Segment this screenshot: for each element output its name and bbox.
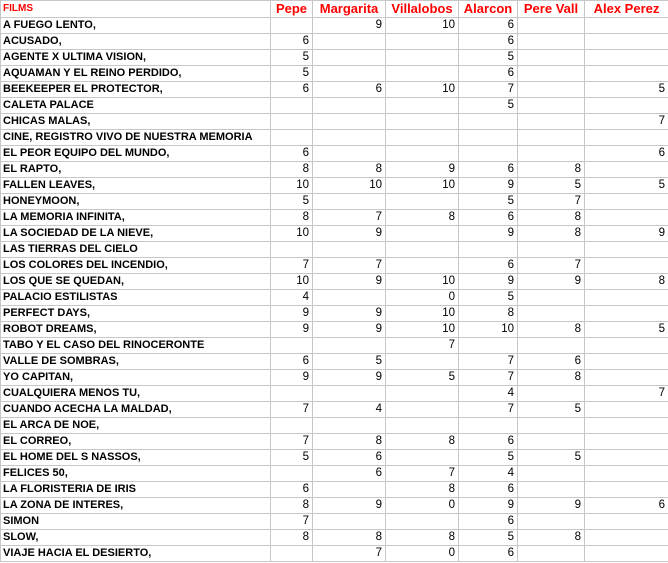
column-header-alex-perez[interactable]: Alex Perez [585, 1, 668, 18]
score-cell-margarita[interactable]: 9 [313, 226, 386, 242]
table-row [1, 274, 668, 290]
film-title-cell[interactable]: LOS COLORES DEL INCENDIO, [1, 258, 271, 274]
table-row [1, 434, 668, 450]
score-cell-pepe[interactable]: 7 [271, 434, 313, 450]
score-cell-alex-perez[interactable] [585, 98, 668, 114]
score-cell-alex-perez[interactable]: 9 [585, 226, 668, 242]
table-row [1, 498, 668, 514]
score-cell-villalobos[interactable]: 7 [386, 338, 459, 354]
score-cell-alex-perez[interactable] [585, 370, 668, 386]
score-cell-margarita[interactable]: 6 [313, 466, 386, 482]
score-cell-pepe[interactable]: 9 [271, 370, 313, 386]
score-cell-pere-vall[interactable] [518, 130, 585, 146]
film-title-cell[interactable]: LOS QUE SE QUEDAN, [1, 274, 271, 290]
score-cell-pepe[interactable] [271, 130, 313, 146]
score-cell-alarcon[interactable]: 6 [459, 434, 518, 450]
score-cell-alex-perez[interactable] [585, 210, 668, 226]
score-cell-pere-vall[interactable] [518, 466, 585, 482]
score-cell-pere-vall[interactable]: 5 [518, 178, 585, 194]
score-cell-alex-perez[interactable] [585, 530, 668, 546]
film-title-cell[interactable]: HONEYMOON, [1, 194, 271, 210]
score-cell-pepe[interactable]: 10 [271, 274, 313, 290]
score-cell-margarita[interactable]: 7 [313, 546, 386, 562]
score-cell-villalobos[interactable] [386, 130, 459, 146]
score-cell-alarcon[interactable]: 4 [459, 386, 518, 402]
score-cell-pere-vall[interactable] [518, 290, 585, 306]
score-cell-alex-perez[interactable] [585, 434, 668, 450]
score-cell-pepe[interactable] [271, 18, 313, 34]
score-cell-pepe[interactable] [271, 114, 313, 130]
film-title-cell[interactable]: FALLEN LEAVES, [1, 178, 271, 194]
film-title-cell[interactable]: EL PEOR EQUIPO DEL MUNDO, [1, 146, 271, 162]
score-cell-alarcon[interactable] [459, 146, 518, 162]
table-row [1, 242, 668, 258]
score-cell-margarita[interactable] [313, 514, 386, 530]
score-cell-alarcon[interactable]: 6 [459, 258, 518, 274]
score-cell-alex-perez[interactable] [585, 34, 668, 50]
score-cell-alarcon[interactable]: 6 [459, 482, 518, 498]
score-cell-margarita[interactable] [313, 114, 386, 130]
film-title-cell[interactable]: TABO Y EL CASO DEL RINOCERONTE [1, 338, 271, 354]
score-cell-margarita[interactable] [313, 146, 386, 162]
score-cell-margarita[interactable] [313, 386, 386, 402]
score-cell-pere-vall[interactable] [518, 306, 585, 322]
score-cell-villalobos[interactable]: 0 [386, 546, 459, 562]
score-cell-margarita[interactable]: 9 [313, 18, 386, 34]
score-cell-alex-perez[interactable]: 5 [585, 82, 668, 98]
column-header-alarcon[interactable]: Alarcon [459, 1, 518, 18]
table-row [1, 18, 668, 34]
score-cell-alarcon[interactable] [459, 114, 518, 130]
film-title-cell[interactable]: LA ZONA DE INTERES, [1, 498, 271, 514]
score-cell-villalobos[interactable]: 7 [386, 466, 459, 482]
score-cell-alarcon[interactable]: 9 [459, 274, 518, 290]
score-cell-villalobos[interactable] [386, 226, 459, 242]
score-cell-alarcon[interactable]: 5 [459, 290, 518, 306]
score-cell-alarcon[interactable]: 5 [459, 530, 518, 546]
score-cell-margarita[interactable] [313, 34, 386, 50]
table-row [1, 386, 668, 402]
score-cell-villalobos[interactable] [386, 386, 459, 402]
score-cell-margarita[interactable] [313, 194, 386, 210]
score-cell-alex-perez[interactable]: 5 [585, 178, 668, 194]
score-cell-pere-vall[interactable]: 8 [518, 322, 585, 338]
column-header-margarita[interactable]: Margarita [313, 1, 386, 18]
score-cell-villalobos[interactable] [386, 242, 459, 258]
score-cell-margarita[interactable]: 9 [313, 498, 386, 514]
score-cell-villalobos[interactable] [386, 514, 459, 530]
score-cell-pere-vall[interactable] [518, 514, 585, 530]
score-cell-pere-vall[interactable] [518, 482, 585, 498]
score-cell-villalobos[interactable] [386, 50, 459, 66]
score-cell-pere-vall[interactable] [518, 66, 585, 82]
score-cell-pepe[interactable]: 6 [271, 34, 313, 50]
score-cell-margarita[interactable]: 9 [313, 370, 386, 386]
score-cell-alex-perez[interactable] [585, 418, 668, 434]
table-row [1, 98, 668, 114]
score-cell-alarcon[interactable] [459, 338, 518, 354]
score-cell-pere-vall[interactable]: 8 [518, 530, 585, 546]
score-cell-pepe[interactable]: 6 [271, 146, 313, 162]
score-cell-margarita[interactable]: 8 [313, 530, 386, 546]
score-cell-alarcon[interactable]: 6 [459, 514, 518, 530]
score-cell-alarcon[interactable]: 9 [459, 178, 518, 194]
score-cell-alex-perez[interactable] [585, 66, 668, 82]
score-cell-alex-perez[interactable] [585, 482, 668, 498]
score-cell-margarita[interactable]: 7 [313, 258, 386, 274]
score-cell-villalobos[interactable] [386, 450, 459, 466]
table-body [1, 18, 668, 562]
table-row [1, 226, 668, 242]
film-title-cell[interactable]: AQUAMAN Y EL REINO PERDIDO, [1, 66, 271, 82]
score-cell-villalobos[interactable]: 0 [386, 498, 459, 514]
film-title-cell[interactable]: SLOW, [1, 530, 271, 546]
table-row [1, 258, 668, 274]
score-cell-pepe[interactable]: 9 [271, 306, 313, 322]
score-cell-margarita[interactable]: 6 [313, 82, 386, 98]
score-cell-alex-perez[interactable] [585, 450, 668, 466]
score-cell-alarcon[interactable]: 6 [459, 34, 518, 50]
score-cell-margarita[interactable]: 9 [313, 322, 386, 338]
score-cell-alex-perez[interactable]: 7 [585, 386, 668, 402]
score-cell-pepe[interactable]: 7 [271, 514, 313, 530]
score-cell-alarcon[interactable]: 5 [459, 98, 518, 114]
score-cell-pepe[interactable]: 6 [271, 82, 313, 98]
film-title-cell[interactable]: YO CAPITAN, [1, 370, 271, 386]
score-cell-pepe[interactable]: 7 [271, 258, 313, 274]
score-cell-pepe[interactable]: 5 [271, 66, 313, 82]
score-cell-alarcon[interactable]: 7 [459, 82, 518, 98]
score-cell-alex-perez[interactable]: 8 [585, 274, 668, 290]
film-title-cell[interactable]: PALACIO ESTILISTAS [1, 290, 271, 306]
score-cell-pepe[interactable] [271, 418, 313, 434]
film-title-cell[interactable]: CINE, REGISTRO VIVO DE NUESTRA MEMORIA [1, 130, 271, 146]
score-cell-alex-perez[interactable] [585, 194, 668, 210]
score-cell-alarcon[interactable]: 5 [459, 50, 518, 66]
score-cell-pere-vall[interactable]: 8 [518, 210, 585, 226]
table-row [1, 114, 668, 130]
score-cell-alex-perez[interactable] [585, 290, 668, 306]
film-title-cell[interactable]: LA FLORISTERIA DE IRIS [1, 482, 271, 498]
score-cell-pepe[interactable]: 7 [271, 402, 313, 418]
score-cell-alex-perez[interactable] [585, 466, 668, 482]
score-cell-pere-vall[interactable] [518, 18, 585, 34]
score-cell-pere-vall[interactable] [518, 386, 585, 402]
score-cell-villalobos[interactable]: 9 [386, 162, 459, 178]
score-cell-villalobos[interactable]: 10 [386, 274, 459, 290]
score-cell-margarita[interactable] [313, 98, 386, 114]
score-cell-pepe[interactable]: 5 [271, 50, 313, 66]
score-cell-margarita[interactable] [313, 50, 386, 66]
film-title-cell[interactable]: A FUEGO LENTO, [1, 18, 271, 34]
score-cell-villalobos[interactable] [386, 258, 459, 274]
score-cell-alex-perez[interactable] [585, 162, 668, 178]
score-cell-villalobos[interactable] [386, 98, 459, 114]
score-cell-villalobos[interactable] [386, 34, 459, 50]
score-cell-pepe[interactable]: 5 [271, 450, 313, 466]
score-cell-alex-perez[interactable] [585, 354, 668, 370]
film-title-cell[interactable]: EL CORREO, [1, 434, 271, 450]
header-row [1, 1, 668, 18]
film-title-cell[interactable]: VIAJE HACIA EL DESIERTO, [1, 546, 271, 562]
table-row [1, 194, 668, 210]
table-row [1, 530, 668, 546]
score-cell-pere-vall[interactable]: 6 [518, 354, 585, 370]
score-cell-alarcon[interactable]: 10 [459, 322, 518, 338]
table-row [1, 402, 668, 418]
table-row [1, 322, 668, 338]
score-cell-alex-perez[interactable] [585, 242, 668, 258]
score-cell-alarcon[interactable] [459, 242, 518, 258]
score-cell-pere-vall[interactable] [518, 34, 585, 50]
score-cell-villalobos[interactable]: 5 [386, 370, 459, 386]
score-cell-margarita[interactable]: 8 [313, 434, 386, 450]
score-cell-pepe[interactable]: 5 [271, 194, 313, 210]
score-cell-alarcon[interactable]: 9 [459, 498, 518, 514]
score-cell-pepe[interactable]: 10 [271, 178, 313, 194]
table-row [1, 66, 668, 82]
film-title-cell[interactable]: LA SOCIEDAD DE LA NIEVE, [1, 226, 271, 242]
score-cell-alarcon[interactable]: 9 [459, 226, 518, 242]
score-cell-alarcon[interactable]: 6 [459, 210, 518, 226]
score-cell-margarita[interactable] [313, 290, 386, 306]
score-cell-margarita[interactable]: 8 [313, 162, 386, 178]
table-row [1, 178, 668, 194]
table-row [1, 418, 668, 434]
table-row [1, 210, 668, 226]
film-title-cell[interactable]: EL HOME DEL S NASSOS, [1, 450, 271, 466]
score-cell-villalobos[interactable] [386, 114, 459, 130]
score-cell-alarcon[interactable]: 5 [459, 194, 518, 210]
score-cell-pere-vall[interactable] [518, 82, 585, 98]
score-cell-alarcon[interactable]: 6 [459, 66, 518, 82]
score-cell-pere-vall[interactable] [518, 242, 585, 258]
score-cell-pere-vall[interactable]: 8 [518, 162, 585, 178]
table-row [1, 50, 668, 66]
score-cell-alex-perez[interactable]: 5 [585, 322, 668, 338]
film-title-cell[interactable]: BEEKEEPER EL PROTECTOR, [1, 82, 271, 98]
column-header-pere-vall[interactable]: Pere Vall [518, 1, 585, 18]
score-cell-alex-perez[interactable]: 7 [585, 114, 668, 130]
film-title-cell[interactable]: CUALQUIERA MENOS TU, [1, 386, 271, 402]
score-cell-pere-vall[interactable] [518, 146, 585, 162]
column-header-villalobos[interactable]: Villalobos [386, 1, 459, 18]
score-cell-villalobos[interactable] [386, 402, 459, 418]
score-cell-villalobos[interactable]: 8 [386, 482, 459, 498]
score-cell-pepe[interactable]: 8 [271, 530, 313, 546]
score-cell-villalobos[interactable]: 10 [386, 18, 459, 34]
table-row [1, 482, 668, 498]
score-cell-villalobos[interactable]: 10 [386, 322, 459, 338]
score-cell-villalobos[interactable] [386, 66, 459, 82]
score-cell-margarita[interactable] [313, 130, 386, 146]
score-cell-alarcon[interactable]: 5 [459, 450, 518, 466]
score-cell-villalobos[interactable]: 8 [386, 434, 459, 450]
score-cell-alex-perez[interactable] [585, 338, 668, 354]
score-cell-pere-vall[interactable] [518, 114, 585, 130]
score-cell-villalobos[interactable]: 8 [386, 210, 459, 226]
table-row [1, 338, 668, 354]
column-header-pepe[interactable]: Pepe [271, 1, 313, 18]
score-cell-pepe[interactable] [271, 386, 313, 402]
score-cell-pepe[interactable] [271, 242, 313, 258]
score-cell-alex-perez[interactable] [585, 402, 668, 418]
table-row [1, 290, 668, 306]
table-row [1, 130, 668, 146]
score-cell-villalobos[interactable] [386, 354, 459, 370]
score-cell-alex-perez[interactable] [585, 130, 668, 146]
score-cell-pere-vall[interactable]: 9 [518, 498, 585, 514]
score-cell-pere-vall[interactable]: 9 [518, 274, 585, 290]
table-row [1, 162, 668, 178]
score-cell-alarcon[interactable]: 7 [459, 402, 518, 418]
film-title-cell[interactable]: EL RAPTO, [1, 162, 271, 178]
score-cell-alex-perez[interactable] [585, 18, 668, 34]
film-title-cell[interactable]: FELICES 50, [1, 466, 271, 482]
score-cell-pere-vall[interactable]: 7 [518, 194, 585, 210]
film-title-cell[interactable]: CALETA PALACE [1, 98, 271, 114]
score-cell-margarita[interactable] [313, 338, 386, 354]
film-title-cell[interactable]: EL ARCA DE NOE, [1, 418, 271, 434]
score-cell-pepe[interactable]: 8 [271, 210, 313, 226]
score-cell-margarita[interactable] [313, 66, 386, 82]
score-cell-villalobos[interactable] [386, 194, 459, 210]
score-cell-pere-vall[interactable] [518, 98, 585, 114]
score-cell-villalobos[interactable] [386, 418, 459, 434]
film-title-cell[interactable]: ROBOT DREAMS, [1, 322, 271, 338]
score-cell-pere-vall[interactable] [518, 338, 585, 354]
score-cell-alarcon[interactable]: 6 [459, 18, 518, 34]
score-cell-margarita[interactable] [313, 418, 386, 434]
score-cell-pepe[interactable]: 9 [271, 322, 313, 338]
score-cell-pere-vall[interactable]: 5 [518, 450, 585, 466]
score-cell-pepe[interactable]: 8 [271, 162, 313, 178]
score-cell-pere-vall[interactable]: 8 [518, 370, 585, 386]
score-cell-margarita[interactable]: 9 [313, 306, 386, 322]
film-title-cell[interactable]: SIMON [1, 514, 271, 530]
score-cell-pere-vall[interactable] [518, 418, 585, 434]
score-cell-pere-vall[interactable]: 7 [518, 258, 585, 274]
score-cell-pepe[interactable] [271, 338, 313, 354]
score-cell-alarcon[interactable] [459, 130, 518, 146]
table-row [1, 34, 668, 50]
score-cell-alex-perez[interactable]: 6 [585, 498, 668, 514]
table-row [1, 466, 668, 482]
score-cell-margarita[interactable]: 4 [313, 402, 386, 418]
score-cell-alarcon[interactable]: 7 [459, 370, 518, 386]
score-cell-alex-perez[interactable] [585, 258, 668, 274]
score-cell-villalobos[interactable]: 0 [386, 290, 459, 306]
film-title-cell[interactable]: PERFECT DAYS, [1, 306, 271, 322]
score-cell-alex-perez[interactable] [585, 546, 668, 562]
film-title-cell[interactable]: CHICAS MALAS, [1, 114, 271, 130]
score-cell-alex-perez[interactable]: 6 [585, 146, 668, 162]
score-cell-pere-vall[interactable] [518, 50, 585, 66]
score-cell-pepe[interactable]: 4 [271, 290, 313, 306]
table-row [1, 450, 668, 466]
score-cell-villalobos[interactable]: 10 [386, 306, 459, 322]
film-title-cell[interactable]: LA MEMORIA INFINITA, [1, 210, 271, 226]
score-cell-margarita[interactable]: 6 [313, 450, 386, 466]
score-cell-margarita[interactable]: 7 [313, 210, 386, 226]
table-row [1, 146, 668, 162]
film-title-cell[interactable]: ACUSADO, [1, 34, 271, 50]
score-cell-villalobos[interactable]: 8 [386, 530, 459, 546]
score-cell-pere-vall[interactable]: 8 [518, 226, 585, 242]
score-cell-alex-perez[interactable] [585, 50, 668, 66]
score-cell-pepe[interactable] [271, 546, 313, 562]
score-cell-margarita[interactable]: 9 [313, 274, 386, 290]
score-cell-alex-perez[interactable] [585, 514, 668, 530]
film-title-cell[interactable]: AGENTE X ULTIMA VISION, [1, 50, 271, 66]
score-cell-villalobos[interactable]: 10 [386, 178, 459, 194]
score-cell-alex-perez[interactable] [585, 306, 668, 322]
score-cell-pere-vall[interactable] [518, 434, 585, 450]
table-row [1, 354, 668, 370]
score-cell-alarcon[interactable]: 8 [459, 306, 518, 322]
score-cell-alarcon[interactable]: 7 [459, 354, 518, 370]
score-cell-pepe[interactable]: 10 [271, 226, 313, 242]
score-cell-pepe[interactable]: 6 [271, 482, 313, 498]
column-header-films[interactable]: FILMS [1, 1, 271, 18]
score-cell-alarcon[interactable]: 6 [459, 162, 518, 178]
score-cell-pepe[interactable] [271, 98, 313, 114]
table-row [1, 370, 668, 386]
score-cell-margarita[interactable] [313, 482, 386, 498]
score-cell-alarcon[interactable]: 6 [459, 546, 518, 562]
film-title-cell[interactable]: CUANDO ACECHA LA MALDAD, [1, 402, 271, 418]
film-title-cell[interactable]: VALLE DE SOMBRAS, [1, 354, 271, 370]
score-cell-pere-vall[interactable]: 5 [518, 402, 585, 418]
film-title-cell[interactable]: LAS TIERRAS DEL CIELO [1, 242, 271, 258]
score-cell-villalobos[interactable] [386, 146, 459, 162]
score-cell-margarita[interactable]: 10 [313, 178, 386, 194]
table-row [1, 306, 668, 322]
score-cell-pepe[interactable]: 8 [271, 498, 313, 514]
score-cell-alarcon[interactable] [459, 418, 518, 434]
table-row [1, 82, 668, 98]
score-cell-margarita[interactable]: 5 [313, 354, 386, 370]
score-cell-margarita[interactable] [313, 242, 386, 258]
score-cell-pere-vall[interactable] [518, 546, 585, 562]
score-cell-alarcon[interactable]: 4 [459, 466, 518, 482]
table-row [1, 546, 668, 562]
score-cell-villalobos[interactable]: 10 [386, 82, 459, 98]
score-cell-pepe[interactable]: 6 [271, 354, 313, 370]
score-cell-pepe[interactable] [271, 466, 313, 482]
table-row [1, 514, 668, 530]
